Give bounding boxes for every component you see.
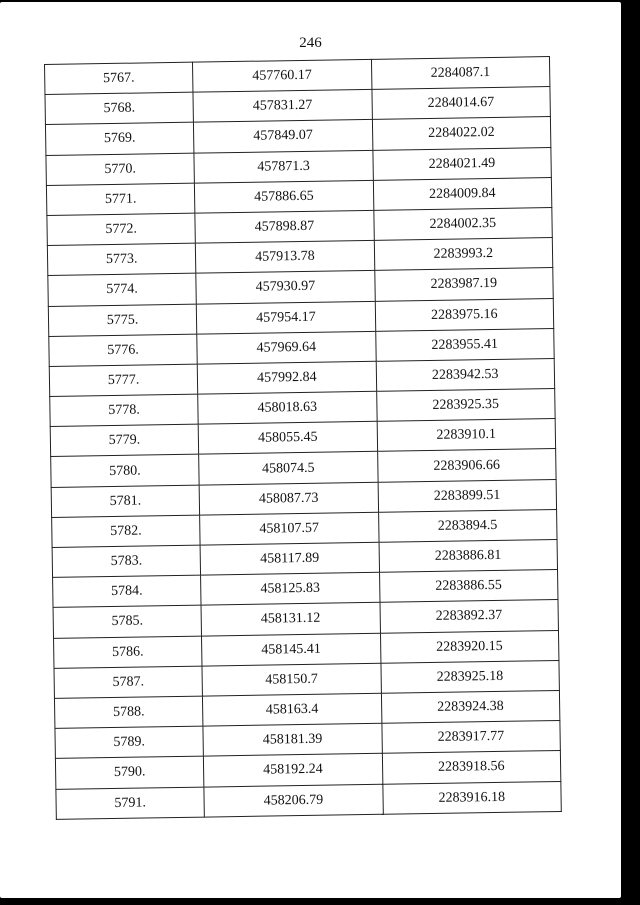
x-coordinate-cell: 458181.39 (203, 723, 382, 756)
y-coordinate-cell: 2283925.35 (376, 389, 555, 422)
y-coordinate-cell: 2283886.55 (379, 570, 558, 603)
y-coordinate-cell: 2283993.2 (374, 238, 553, 271)
x-coordinate-cell: 458125.83 (201, 572, 380, 605)
point-number-cell: 5789. (55, 726, 204, 759)
x-coordinate-cell: 457886.65 (195, 180, 374, 213)
point-number-cell: 5778. (50, 394, 199, 427)
point-number-cell: 5772. (47, 213, 196, 246)
x-coordinate-cell: 457930.97 (196, 271, 375, 304)
point-number-cell: 5782. (52, 515, 201, 548)
x-coordinate-cell: 458145.41 (202, 633, 381, 666)
point-number-cell: 5774. (48, 273, 197, 306)
x-coordinate-cell: 458117.89 (200, 542, 379, 575)
point-number-cell: 5783. (52, 545, 201, 578)
point-number-cell: 5767. (45, 62, 194, 95)
x-coordinate-cell: 457954.17 (196, 301, 375, 334)
coordinates-table (44, 56, 562, 820)
y-coordinate-cell: 2283899.51 (378, 479, 557, 512)
y-coordinate-cell: 2283906.66 (377, 449, 556, 482)
coordinates-table-body (45, 57, 562, 820)
point-number-cell: 5773. (47, 243, 196, 276)
x-coordinate-cell: 458074.5 (199, 452, 378, 485)
x-coordinate-cell: 458163.4 (203, 693, 382, 726)
point-number-cell: 5781. (51, 485, 200, 518)
y-coordinate-cell: 2283918.56 (382, 751, 561, 784)
x-coordinate-cell: 457898.87 (195, 210, 374, 243)
x-coordinate-cell: 457760.17 (193, 59, 372, 92)
x-coordinate-cell: 458018.63 (198, 391, 377, 424)
point-number-cell: 5779. (50, 424, 199, 457)
y-coordinate-cell: 2283975.16 (375, 298, 554, 331)
x-coordinate-cell: 457871.3 (194, 150, 373, 183)
x-coordinate-cell: 457913.78 (196, 240, 375, 273)
document-page (0, 2, 621, 898)
y-coordinate-cell: 2283955.41 (375, 328, 554, 361)
point-number-cell: 5771. (46, 183, 195, 216)
point-number-cell: 5785. (53, 605, 202, 638)
point-number-cell: 5775. (48, 304, 197, 337)
y-coordinate-cell: 2283925.18 (381, 660, 560, 693)
point-number-cell: 5790. (55, 756, 204, 789)
x-coordinate-cell: 457831.27 (193, 90, 372, 123)
y-coordinate-cell: 2283892.37 (380, 600, 559, 633)
page-number: 246 (299, 35, 322, 51)
point-number-cell: 5768. (45, 92, 194, 125)
point-number-cell: 5769. (45, 123, 194, 156)
x-coordinate-cell: 458192.24 (204, 754, 383, 787)
x-coordinate-cell: 457969.64 (197, 331, 376, 364)
y-coordinate-cell: 2283910.1 (377, 419, 556, 452)
y-coordinate-cell: 2283924.38 (381, 690, 560, 723)
y-coordinate-cell: 2284022.02 (372, 117, 551, 150)
y-coordinate-cell: 2283920.15 (380, 630, 559, 663)
y-coordinate-cell: 2284002.35 (373, 207, 552, 240)
y-coordinate-cell: 2283916.18 (382, 781, 561, 814)
point-number-cell: 5776. (49, 334, 198, 367)
y-coordinate-cell: 2283942.53 (376, 358, 555, 391)
y-coordinate-cell: 2284087.1 (371, 57, 550, 90)
point-number-cell: 5777. (49, 364, 198, 397)
point-number-cell: 5788. (54, 696, 203, 729)
point-number-cell: 5784. (53, 575, 202, 608)
y-coordinate-cell: 2284009.84 (373, 177, 552, 210)
x-coordinate-cell: 457849.07 (194, 120, 373, 153)
y-coordinate-cell: 2283894.5 (378, 509, 557, 542)
x-coordinate-cell: 458150.7 (202, 663, 381, 696)
x-coordinate-cell: 458087.73 (199, 482, 378, 515)
y-coordinate-cell: 2283917.77 (381, 721, 560, 754)
point-number-cell: 5770. (46, 153, 195, 186)
x-coordinate-cell: 457992.84 (197, 361, 376, 394)
x-coordinate-cell: 458206.79 (204, 784, 383, 817)
point-number-cell: 5780. (51, 455, 200, 488)
point-number-cell: 5786. (54, 636, 203, 669)
x-coordinate-cell: 458131.12 (201, 603, 380, 636)
x-coordinate-cell: 458055.45 (198, 422, 377, 455)
coordinates-table-wrapper (44, 56, 562, 820)
y-coordinate-cell: 2283886.81 (379, 540, 558, 573)
y-coordinate-cell: 2284014.67 (372, 87, 551, 120)
y-coordinate-cell: 2283987.19 (374, 268, 553, 301)
y-coordinate-cell: 2284021.49 (372, 147, 551, 180)
x-coordinate-cell: 458107.57 (200, 512, 379, 545)
point-number-cell: 5791. (56, 787, 205, 820)
point-number-cell: 5787. (54, 666, 203, 699)
